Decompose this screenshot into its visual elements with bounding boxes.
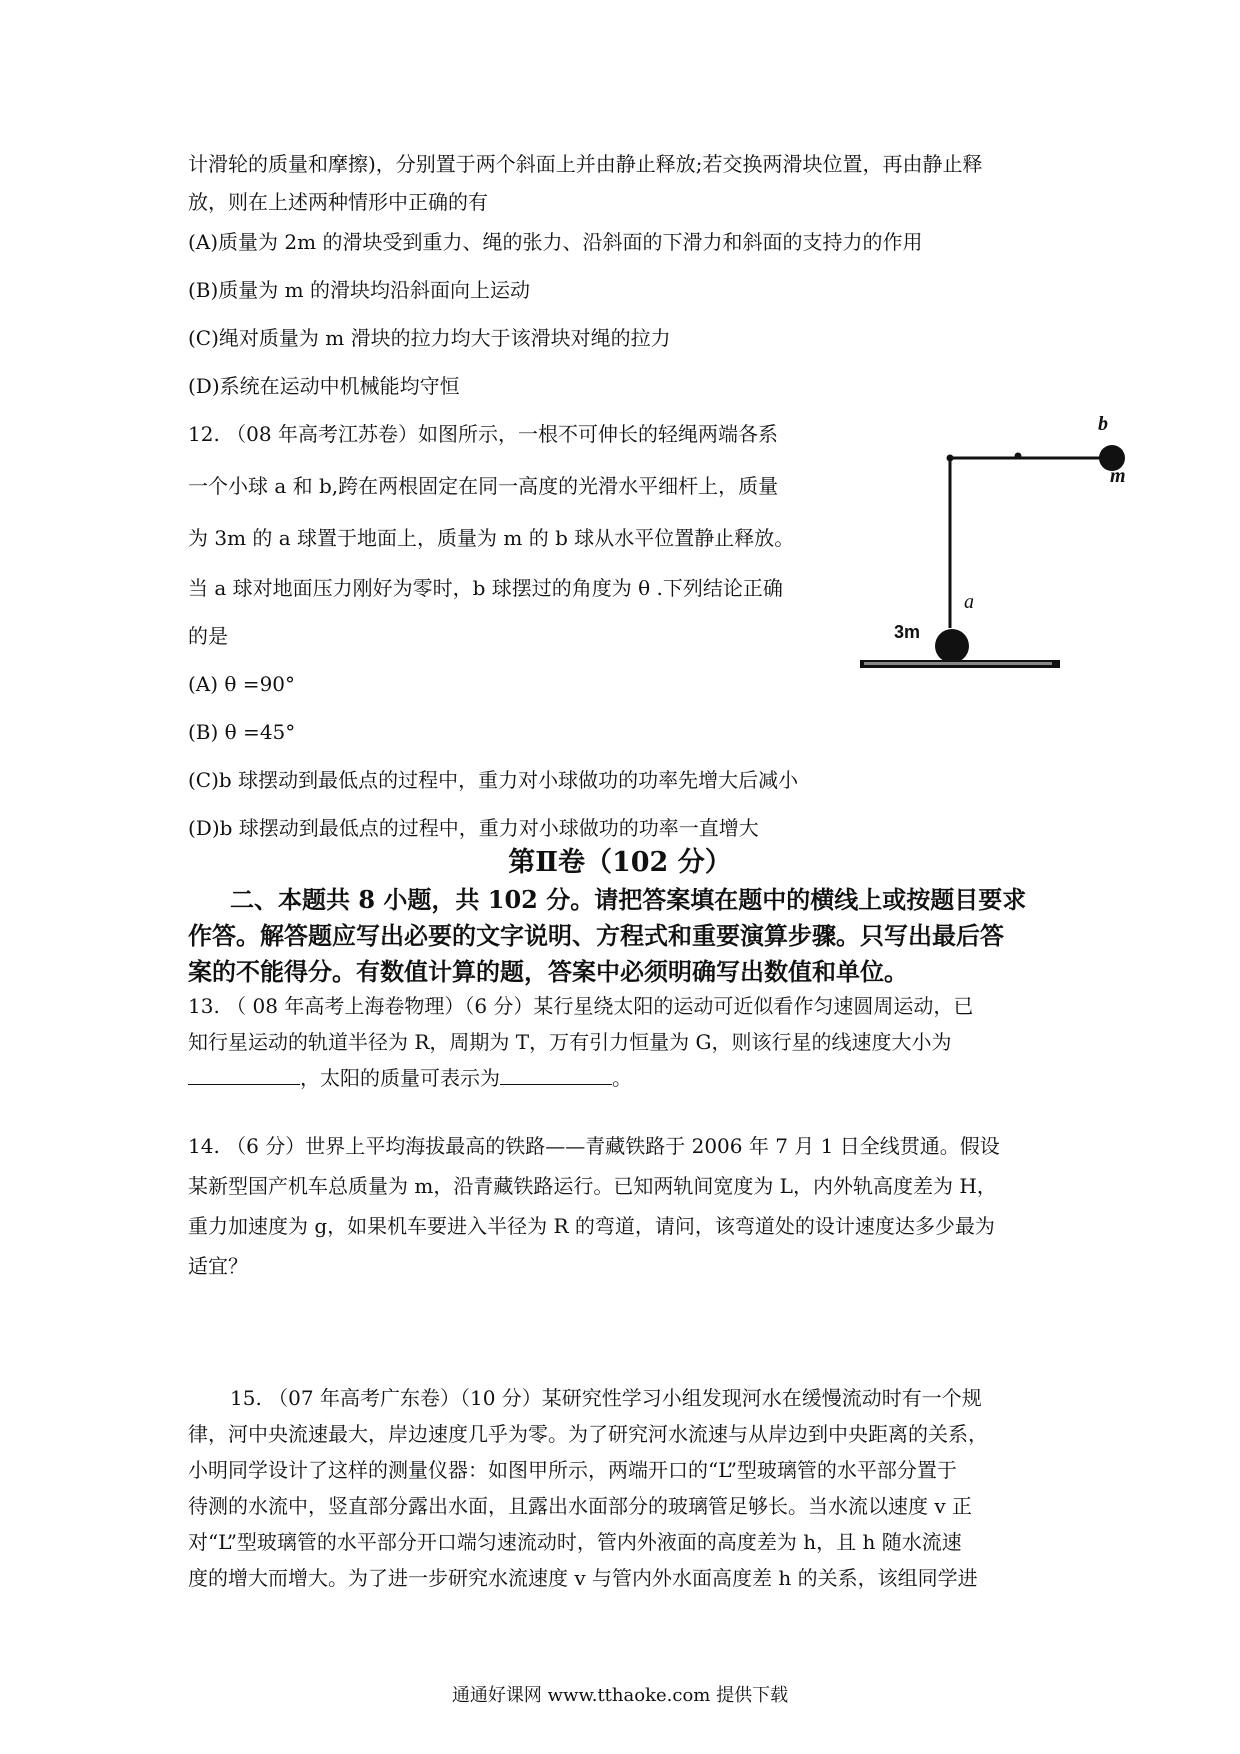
q12-option-c: (C)b 球摆动到最低点的过程中，重力对小球做功的功率先增大后减小	[188, 768, 799, 792]
q15-text-line-3: 小明同学设计了这样的测量仪器：如图甲所示，两端开口的“L”型玻璃管的水平部分置于	[188, 1458, 957, 1482]
q11-option-d: (D)系统在运动中机械能均守恒	[188, 374, 460, 398]
pivot-right	[1015, 453, 1022, 460]
q11-text-line-1: 计滑轮的质量和摩擦)，分别置于两个斜面上并由静止释放;若交换两滑块位置，再由静止释	[188, 152, 983, 176]
label-m: m	[1110, 465, 1126, 487]
q11-option-b: (B)质量为 m 的滑块均沿斜面向上运动	[188, 278, 530, 302]
q12-option-d: (D)b 球摆动到最低点的过程中，重力对小球做功的功率一直增大	[188, 816, 759, 840]
q12-option-b: (B) θ =45°	[188, 720, 296, 744]
q14-text-line-3: 重力加速度为 g，如果机车要进入半径为 R 的弯道，请问，该弯道处的设计速度达多少最为	[188, 1214, 995, 1238]
q14-text-line-2: 某新型国产机车总质量为 m，沿青藏铁路运行。已知两轨间宽度为 L，内外轨高度差为 H，	[188, 1174, 997, 1198]
ball-a	[935, 629, 969, 663]
part2-instruction-line-2: 作答。解答题应写出必要的文字说明、方程式和重要演算步骤。只写出最后答	[188, 921, 1004, 950]
page-footer: 通通好课网 www.tthaoke.com 提供下载	[451, 1685, 789, 1706]
q12-text-line-3: 为 3m 的 a 球置于地面上，质量为 m 的 b 球从水平位置静止释放。	[188, 526, 795, 550]
q14-text-line-1: 14. （6 分）世界上平均海拔最高的铁路——青藏铁路于 2006 年 7 月 1 日全线贯通。假设	[188, 1134, 1000, 1158]
q15-text-line-5: 对“L”型玻璃管的水平部分开口端匀速流动时，管内外液面的高度差为 h，且 h 随水流速	[188, 1530, 962, 1554]
part2-instruction-line-3: 案的不能得分。有数值计算的题，答案中必须明确写出数值和单位。	[188, 957, 908, 986]
label-a: a	[964, 591, 974, 613]
q15-text-line-6: 度的增大而增大。为了进一步研究水流速度 v 与管内外水面高度差 h 的关系，该组同学进	[188, 1566, 978, 1590]
q14-text-line-4: 适宜？	[188, 1254, 248, 1278]
q13-text-mid: ，太阳的质量可表示为	[300, 1066, 500, 1090]
part2-instruction-line-1: 二、本题共 8 小题，共 102 分。请把答案填在题中的横线上或按题目要求	[230, 885, 1027, 914]
part2-title: 第Ⅱ卷（102 分）	[508, 847, 732, 878]
q15-text-line-4: 待测的水流中，竖直部分露出水面，且露出水面部分的玻璃管足够长。当水流以速度 v 正	[188, 1494, 973, 1518]
label-3m: 3m	[894, 622, 921, 642]
q12-text-line-5: 的是	[188, 624, 228, 648]
q13-text-line-2: 知行星运动的轨道半径为 R，周期为 T，万有引力恒量为 G，则该行星的线速度大小为	[188, 1030, 952, 1054]
q12-text-line-1: 12. （08 年高考江苏卷）如图所示，一根不可伸长的轻绳两端各系	[188, 422, 778, 446]
answer-blank-2[interactable]	[500, 1066, 612, 1085]
q13-text-end: 。	[612, 1066, 632, 1090]
q13-text-line-1: 13. （ 08 年高考上海卷物理）（6 分）某行星绕太阳的运动可近似看作匀速圆周运动，已	[188, 994, 974, 1018]
q12-text-line-4: 当 a 球对地面压力刚好为零时，b 球摆过的角度为 θ .下列结论正确	[188, 576, 783, 600]
answer-blank-1[interactable]	[188, 1066, 300, 1085]
q12-text-line-2: 一个小球 a 和 b,跨在两根固定在同一高度的光滑水平细杆上，质量	[188, 474, 779, 498]
q15-text-line-1: 15. （07 年高考广东卷）（10 分）某研究性学习小组发现河水在缓慢流动时有一个规	[230, 1386, 982, 1410]
label-b: b	[1098, 413, 1108, 435]
pendulum-figure	[840, 410, 1126, 670]
q11-text-line-2: 放，则在上述两种情形中正确的有	[188, 190, 488, 214]
q15-text-line-2: 律，河中央流速最大，岸边速度几乎为零。为了研究河水流速与从岸边到中央距离的关系，	[188, 1422, 988, 1446]
q11-option-a: (A)质量为 2m 的滑块受到重力、绳的张力、沿斜面的下滑力和斜面的支持力的作用	[188, 230, 923, 254]
pivot-left	[947, 455, 954, 462]
q12-option-a: (A) θ =90°	[188, 672, 296, 696]
q13-text-line-3	[188, 1064, 632, 1092]
q11-option-c: (C)绳对质量为 m 滑块的拉力均大于该滑块对绳的拉力	[188, 326, 671, 350]
